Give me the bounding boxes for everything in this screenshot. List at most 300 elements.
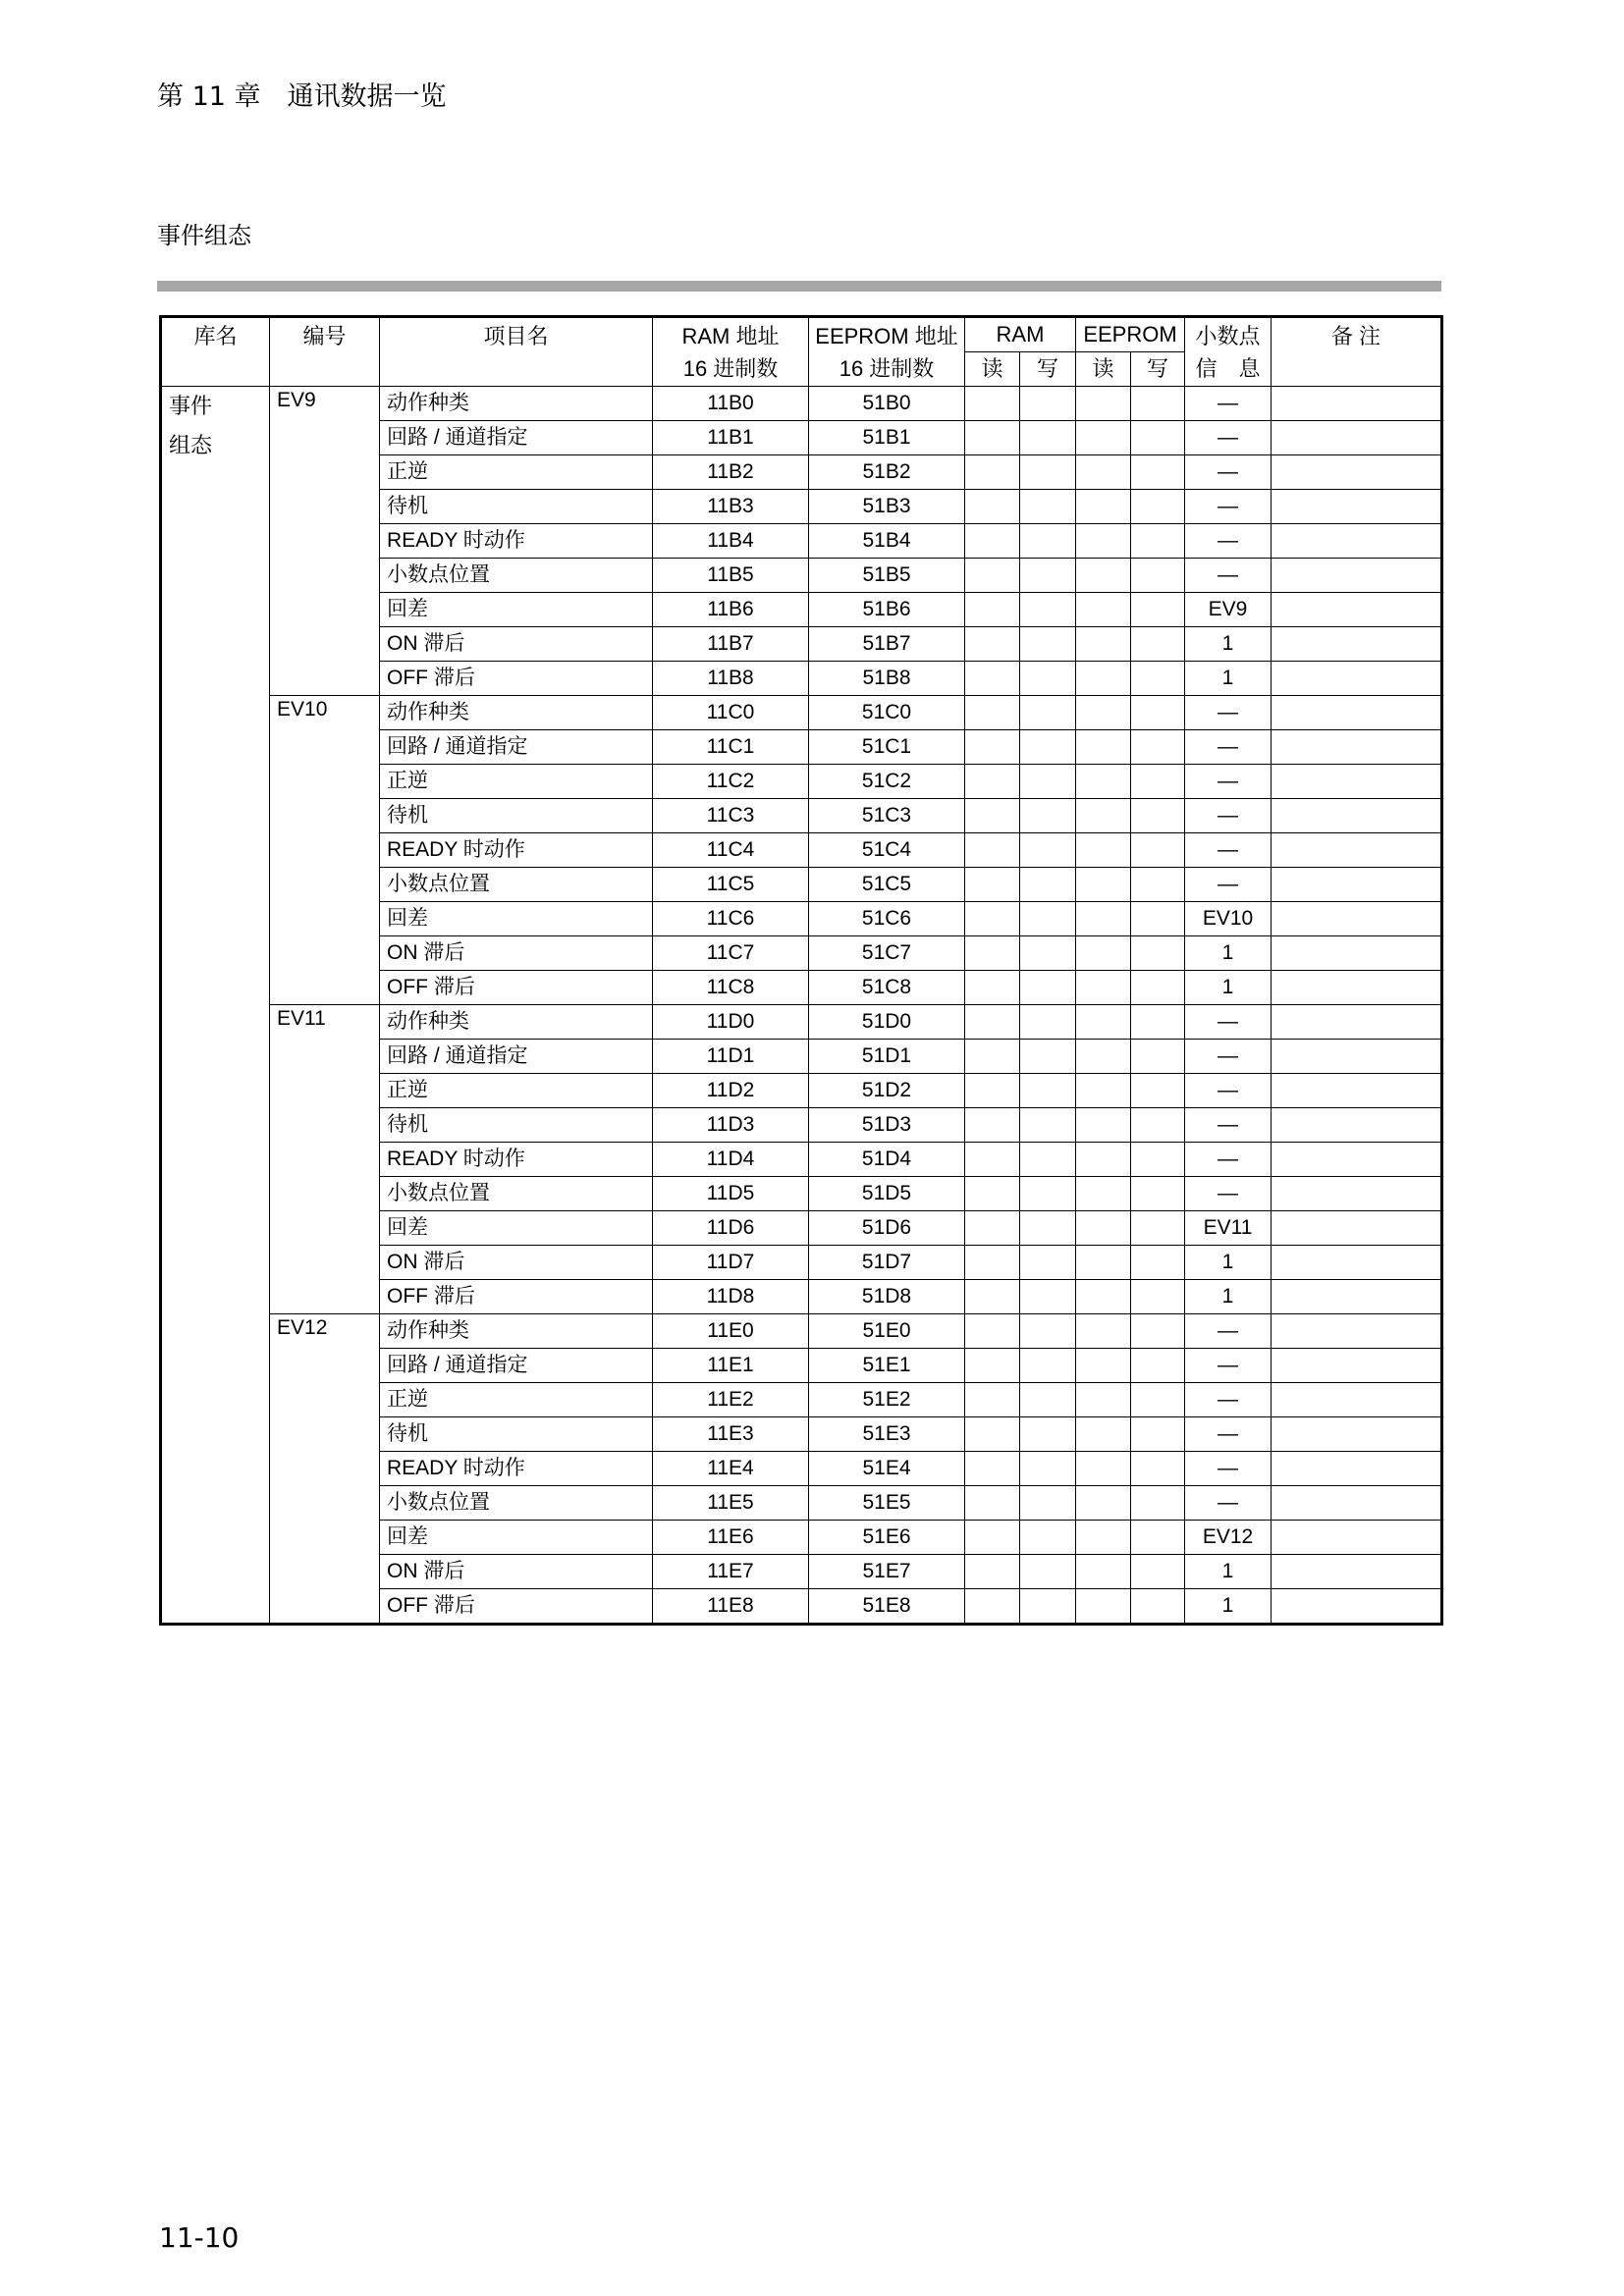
ram-write-cell (1020, 1314, 1076, 1349)
item-name-cell: 动作种类 (380, 387, 653, 421)
remarks-cell (1272, 936, 1442, 971)
eeprom-write-cell (1131, 1417, 1185, 1452)
ram-address-cell: 11C2 (653, 765, 809, 799)
ram-address-cell: 11E3 (653, 1417, 809, 1452)
eeprom-read-cell (1076, 1280, 1131, 1314)
ram-write-cell (1020, 662, 1076, 696)
ram-write-cell (1020, 1383, 1076, 1417)
item-name-cell: OFF 滞后 (380, 1280, 653, 1314)
eeprom-write-cell (1131, 593, 1185, 627)
remarks-cell (1272, 1417, 1442, 1452)
ram-address-cell: 11C5 (653, 868, 809, 902)
ram-write-cell (1020, 593, 1076, 627)
ram-address-cell: 11C1 (653, 730, 809, 765)
eeprom-read-cell (1076, 971, 1131, 1005)
ram-read-cell (965, 799, 1020, 833)
decimal-info-cell: — (1185, 1349, 1272, 1383)
table-row (161, 696, 1442, 730)
decimal-info-cell: — (1185, 1452, 1272, 1486)
eeprom-read-cell (1076, 455, 1131, 490)
ram-read-cell (965, 833, 1020, 868)
decimal-info-cell: — (1185, 559, 1272, 593)
ram-address-cell: 11E1 (653, 1349, 809, 1383)
eeprom-address-cell: 51D5 (809, 1177, 965, 1211)
item-name-cell: 回路 / 通道指定 (380, 1349, 653, 1383)
eeprom-read-cell (1076, 902, 1131, 936)
eeprom-address-cell: 51C3 (809, 799, 965, 833)
ram-address-cell: 11C0 (653, 696, 809, 730)
ram-write-cell (1020, 1452, 1076, 1486)
eeprom-write-cell (1131, 1108, 1185, 1143)
remarks-cell (1272, 902, 1442, 936)
eeprom-address-cell: 51D2 (809, 1074, 965, 1108)
item-name-cell: ON 滞后 (380, 1555, 653, 1589)
remarks-cell (1272, 730, 1442, 765)
header-ram: RAM (965, 317, 1076, 352)
item-name-cell: OFF 滞后 (380, 971, 653, 1005)
ram-address-cell: 11C7 (653, 936, 809, 971)
eeprom-read-cell (1076, 936, 1131, 971)
eeprom-read-cell (1076, 387, 1131, 421)
ram-write-cell (1020, 730, 1076, 765)
header-item: 项目名 (380, 317, 653, 387)
eeprom-write-cell (1131, 1280, 1185, 1314)
eeprom-write-cell (1131, 559, 1185, 593)
eeprom-address-cell: 51D6 (809, 1211, 965, 1246)
group-code-cell: EV12 (270, 1314, 380, 1625)
eeprom-write-cell (1131, 662, 1185, 696)
remarks-cell (1272, 1211, 1442, 1246)
decimal-info-cell: — (1185, 1074, 1272, 1108)
eeprom-address-cell: 51B0 (809, 387, 965, 421)
header-ram-read: 读 (965, 352, 1020, 387)
item-name-cell: OFF 滞后 (380, 1589, 653, 1625)
ram-address-cell: 11C3 (653, 799, 809, 833)
remarks-cell (1272, 1143, 1442, 1177)
decimal-info-cell: — (1185, 524, 1272, 559)
decimal-info-cell: — (1185, 696, 1272, 730)
ram-address-cell: 11B8 (653, 662, 809, 696)
header-eeprom-write: 写 (1131, 352, 1185, 387)
eeprom-write-cell (1131, 1074, 1185, 1108)
ram-write-cell (1020, 455, 1076, 490)
item-name-cell: 回差 (380, 902, 653, 936)
group-code-cell: EV9 (270, 387, 380, 696)
eeprom-address-cell: 51B5 (809, 559, 965, 593)
eeprom-address-cell: 51B3 (809, 490, 965, 524)
eeprom-address-cell: 51D8 (809, 1280, 965, 1314)
ram-read-cell (965, 593, 1020, 627)
eeprom-read-cell (1076, 421, 1131, 455)
eeprom-read-cell (1076, 1452, 1131, 1486)
remarks-cell (1272, 1314, 1442, 1349)
eeprom-read-cell (1076, 1177, 1131, 1211)
header-db: 库名 (161, 317, 270, 387)
remarks-cell (1272, 1246, 1442, 1280)
eeprom-write-cell (1131, 765, 1185, 799)
item-name-cell: READY 时动作 (380, 1143, 653, 1177)
eeprom-address-cell: 51D7 (809, 1246, 965, 1280)
remarks-cell (1272, 1452, 1442, 1486)
eeprom-address-cell: 51C0 (809, 696, 965, 730)
item-name-cell: 小数点位置 (380, 1177, 653, 1211)
decimal-info-cell: EV9 (1185, 593, 1272, 627)
decimal-info-cell: — (1185, 1486, 1272, 1521)
ram-address-cell: 11B3 (653, 490, 809, 524)
eeprom-write-cell (1131, 1177, 1185, 1211)
eeprom-address-cell: 51C1 (809, 730, 965, 765)
ram-write-cell (1020, 971, 1076, 1005)
eeprom-read-cell (1076, 1486, 1131, 1521)
eeprom-address-cell: 51C5 (809, 868, 965, 902)
decimal-info-cell: — (1185, 1040, 1272, 1074)
item-name-cell: READY 时动作 (380, 833, 653, 868)
ram-write-cell (1020, 1486, 1076, 1521)
remarks-cell (1272, 662, 1442, 696)
eeprom-read-cell (1076, 868, 1131, 902)
ram-read-cell (965, 902, 1020, 936)
remarks-cell (1272, 971, 1442, 1005)
item-name-cell: READY 时动作 (380, 524, 653, 559)
ram-read-cell (965, 971, 1020, 1005)
eeprom-write-cell (1131, 1486, 1185, 1521)
item-name-cell: 正逆 (380, 1074, 653, 1108)
ram-write-cell (1020, 387, 1076, 421)
remarks-cell (1272, 1521, 1442, 1555)
decimal-info-cell: — (1185, 1417, 1272, 1452)
remarks-cell (1272, 559, 1442, 593)
decimal-info-cell: 1 (1185, 1280, 1272, 1314)
ram-write-cell (1020, 696, 1076, 730)
remarks-cell (1272, 490, 1442, 524)
eeprom-write-cell (1131, 730, 1185, 765)
ram-address-cell: 11D3 (653, 1108, 809, 1143)
ram-read-cell (965, 1486, 1020, 1521)
ram-address-cell: 11B4 (653, 524, 809, 559)
ram-read-cell (965, 1383, 1020, 1417)
eeprom-write-cell (1131, 1452, 1185, 1486)
eeprom-write-cell (1131, 1555, 1185, 1589)
decimal-info-cell: 1 (1185, 936, 1272, 971)
eeprom-read-cell (1076, 662, 1131, 696)
decimal-info-cell: — (1185, 421, 1272, 455)
decimal-info-cell: — (1185, 730, 1272, 765)
decimal-info-cell: 1 (1185, 1589, 1272, 1625)
ram-write-cell (1020, 421, 1076, 455)
remarks-cell (1272, 833, 1442, 868)
item-name-cell: 动作种类 (380, 1005, 653, 1040)
decimal-info-cell: — (1185, 387, 1272, 421)
remarks-cell (1272, 524, 1442, 559)
eeprom-address-cell: 51E8 (809, 1589, 965, 1625)
ram-address-cell: 11E4 (653, 1452, 809, 1486)
ram-address-cell: 11E7 (653, 1555, 809, 1589)
table-row (161, 1314, 1442, 1349)
header-remarks: 备 注 (1272, 317, 1442, 387)
eeprom-write-cell (1131, 971, 1185, 1005)
ram-read-cell (965, 1280, 1020, 1314)
header-ram-write: 写 (1020, 352, 1076, 387)
remarks-cell (1272, 387, 1442, 421)
ram-read-cell (965, 1074, 1020, 1108)
ram-read-cell (965, 868, 1020, 902)
ram-address-cell: 11B0 (653, 387, 809, 421)
item-name-cell: 动作种类 (380, 1314, 653, 1349)
ram-write-cell (1020, 799, 1076, 833)
eeprom-read-cell (1076, 1555, 1131, 1589)
section-divider (157, 281, 1441, 292)
item-name-cell: 小数点位置 (380, 559, 653, 593)
eeprom-read-cell (1076, 627, 1131, 662)
ram-write-cell (1020, 1246, 1076, 1280)
decimal-info-cell: — (1185, 799, 1272, 833)
ram-write-cell (1020, 524, 1076, 559)
ram-write-cell (1020, 559, 1076, 593)
ram-read-cell (965, 1521, 1020, 1555)
section-title: 事件组态 (157, 222, 251, 249)
remarks-cell (1272, 868, 1442, 902)
header-eeprom-address: EEPROM 地址 16 进制数 (809, 317, 965, 387)
chapter-header: 第 11 章 通讯数据一览 (157, 81, 447, 112)
ram-write-cell (1020, 1074, 1076, 1108)
ram-write-cell (1020, 1521, 1076, 1555)
db-name-line2: 组态 (169, 433, 213, 457)
ram-read-cell (965, 1040, 1020, 1074)
ram-read-cell (965, 1417, 1020, 1452)
ram-read-cell (965, 1005, 1020, 1040)
decimal-info-cell: — (1185, 833, 1272, 868)
remarks-cell (1272, 627, 1442, 662)
ram-address-cell: 11E2 (653, 1383, 809, 1417)
header-eeprom: EEPROM (1076, 317, 1185, 352)
eeprom-read-cell (1076, 1040, 1131, 1074)
eeprom-write-cell (1131, 1143, 1185, 1177)
remarks-cell (1272, 1177, 1442, 1211)
eeprom-write-cell (1131, 799, 1185, 833)
decimal-info-cell: EV10 (1185, 902, 1272, 936)
ram-write-cell (1020, 1143, 1076, 1177)
decimal-info-cell: 1 (1185, 662, 1272, 696)
eeprom-write-cell (1131, 1314, 1185, 1349)
remarks-cell (1272, 765, 1442, 799)
item-name-cell: 回差 (380, 1521, 653, 1555)
ram-write-cell (1020, 627, 1076, 662)
ram-address-cell: 11B1 (653, 421, 809, 455)
eeprom-write-cell (1131, 421, 1185, 455)
eeprom-read-cell (1076, 1108, 1131, 1143)
eeprom-read-cell (1076, 1246, 1131, 1280)
remarks-cell (1272, 1589, 1442, 1625)
decimal-info-cell: — (1185, 1143, 1272, 1177)
ram-read-cell (965, 936, 1020, 971)
decimal-info-cell: 1 (1185, 971, 1272, 1005)
ram-read-cell (965, 421, 1020, 455)
item-name-cell: 回路 / 通道指定 (380, 421, 653, 455)
eeprom-address-cell: 51C8 (809, 971, 965, 1005)
eeprom-write-cell (1131, 1040, 1185, 1074)
eeprom-write-cell (1131, 1521, 1185, 1555)
eeprom-read-cell (1076, 696, 1131, 730)
eeprom-address-cell: 51C7 (809, 936, 965, 971)
eeprom-write-cell (1131, 524, 1185, 559)
ram-write-cell (1020, 1040, 1076, 1074)
remarks-cell (1272, 696, 1442, 730)
item-name-cell: 回路 / 通道指定 (380, 1040, 653, 1074)
eeprom-write-cell (1131, 902, 1185, 936)
item-name-cell: READY 时动作 (380, 1452, 653, 1486)
eeprom-address-cell: 51C6 (809, 902, 965, 936)
ram-write-cell (1020, 936, 1076, 971)
ram-write-cell (1020, 1177, 1076, 1211)
eeprom-read-cell (1076, 1211, 1131, 1246)
eeprom-write-cell (1131, 490, 1185, 524)
ram-read-cell (965, 1108, 1020, 1143)
ram-read-cell (965, 1246, 1020, 1280)
decimal-info-cell: — (1185, 1108, 1272, 1143)
ram-address-cell: 11D2 (653, 1074, 809, 1108)
ram-address-cell: 11B7 (653, 627, 809, 662)
decimal-info-cell: 1 (1185, 1555, 1272, 1589)
eeprom-address-cell: 51D0 (809, 1005, 965, 1040)
group-code-cell: EV10 (270, 696, 380, 1005)
header-decimal: 小数点 信 息 (1185, 317, 1272, 387)
remarks-cell (1272, 421, 1442, 455)
ram-address-cell: 11D8 (653, 1280, 809, 1314)
ram-write-cell (1020, 868, 1076, 902)
eeprom-write-cell (1131, 1383, 1185, 1417)
eeprom-write-cell (1131, 1349, 1185, 1383)
eeprom-write-cell (1131, 868, 1185, 902)
ram-write-cell (1020, 1417, 1076, 1452)
table-row (161, 387, 1442, 421)
remarks-cell (1272, 593, 1442, 627)
item-name-cell: 待机 (380, 1417, 653, 1452)
eeprom-read-cell (1076, 799, 1131, 833)
item-name-cell: 动作种类 (380, 696, 653, 730)
remarks-cell (1272, 1383, 1442, 1417)
ram-address-cell: 11D4 (653, 1143, 809, 1177)
item-name-cell: 小数点位置 (380, 1486, 653, 1521)
ram-write-cell (1020, 490, 1076, 524)
eeprom-read-cell (1076, 559, 1131, 593)
ram-address-cell: 11C6 (653, 902, 809, 936)
eeprom-read-cell (1076, 1521, 1131, 1555)
ram-address-cell: 11B2 (653, 455, 809, 490)
remarks-cell (1272, 1555, 1442, 1589)
eeprom-address-cell: 51B8 (809, 662, 965, 696)
remarks-cell (1272, 1040, 1442, 1074)
ram-address-cell: 11E5 (653, 1486, 809, 1521)
remarks-cell (1272, 1349, 1442, 1383)
ram-address-cell: 11E6 (653, 1521, 809, 1555)
ram-write-cell (1020, 902, 1076, 936)
decimal-info-cell: — (1185, 765, 1272, 799)
eeprom-read-cell (1076, 1383, 1131, 1417)
page-number: 11-10 (159, 2221, 240, 2254)
comm-data-table (159, 315, 1443, 1626)
item-name-cell: OFF 滞后 (380, 662, 653, 696)
ram-address-cell: 11C4 (653, 833, 809, 868)
remarks-cell (1272, 1280, 1442, 1314)
remarks-cell (1272, 455, 1442, 490)
ram-read-cell (965, 524, 1020, 559)
decimal-info-cell: EV11 (1185, 1211, 1272, 1246)
eeprom-write-cell (1131, 387, 1185, 421)
eeprom-write-cell (1131, 627, 1185, 662)
eeprom-read-cell (1076, 730, 1131, 765)
eeprom-address-cell: 51B6 (809, 593, 965, 627)
ram-write-cell (1020, 1005, 1076, 1040)
eeprom-address-cell: 51E6 (809, 1521, 965, 1555)
group-code-cell: EV11 (270, 1005, 380, 1314)
eeprom-read-cell (1076, 1314, 1131, 1349)
eeprom-address-cell: 51B7 (809, 627, 965, 662)
ram-read-cell (965, 1555, 1020, 1589)
db-name-line1: 事件 (169, 394, 213, 418)
item-name-cell: 回差 (380, 1211, 653, 1246)
eeprom-write-cell (1131, 696, 1185, 730)
ram-write-cell (1020, 1211, 1076, 1246)
eeprom-read-cell (1076, 765, 1131, 799)
item-name-cell: 正逆 (380, 765, 653, 799)
eeprom-read-cell (1076, 490, 1131, 524)
ram-read-cell (965, 627, 1020, 662)
item-name-cell: ON 滞后 (380, 936, 653, 971)
remarks-cell (1272, 1005, 1442, 1040)
eeprom-address-cell: 51E1 (809, 1349, 965, 1383)
eeprom-read-cell (1076, 1143, 1131, 1177)
header-code: 编号 (270, 317, 380, 387)
eeprom-address-cell: 51B2 (809, 455, 965, 490)
ram-address-cell: 11B5 (653, 559, 809, 593)
decimal-info-cell: — (1185, 490, 1272, 524)
ram-address-cell: 11D6 (653, 1211, 809, 1246)
eeprom-address-cell: 51E0 (809, 1314, 965, 1349)
item-name-cell: 回差 (380, 593, 653, 627)
eeprom-address-cell: 51E3 (809, 1417, 965, 1452)
eeprom-write-cell (1131, 455, 1185, 490)
remarks-cell (1272, 1486, 1442, 1521)
ram-write-cell (1020, 1349, 1076, 1383)
header-ram-address: RAM 地址 16 进制数 (653, 317, 809, 387)
ram-write-cell (1020, 765, 1076, 799)
ram-read-cell (965, 455, 1020, 490)
eeprom-read-cell (1076, 1074, 1131, 1108)
decimal-info-cell: — (1185, 1383, 1272, 1417)
ram-write-cell (1020, 833, 1076, 868)
ram-read-cell (965, 559, 1020, 593)
eeprom-read-cell (1076, 524, 1131, 559)
eeprom-read-cell (1076, 1005, 1131, 1040)
ram-read-cell (965, 765, 1020, 799)
eeprom-write-cell (1131, 1005, 1185, 1040)
ram-address-cell: 11C8 (653, 971, 809, 1005)
decimal-info-cell: 1 (1185, 627, 1272, 662)
eeprom-address-cell: 51E7 (809, 1555, 965, 1589)
ram-read-cell (965, 730, 1020, 765)
ram-write-cell (1020, 1555, 1076, 1589)
decimal-info-cell: — (1185, 1005, 1272, 1040)
eeprom-address-cell: 51C2 (809, 765, 965, 799)
remarks-cell (1272, 799, 1442, 833)
eeprom-address-cell: 51E5 (809, 1486, 965, 1521)
ram-address-cell: 11D7 (653, 1246, 809, 1280)
eeprom-address-cell: 51C4 (809, 833, 965, 868)
ram-read-cell (965, 490, 1020, 524)
eeprom-read-cell (1076, 833, 1131, 868)
ram-write-cell (1020, 1108, 1076, 1143)
ram-read-cell (965, 1589, 1020, 1625)
